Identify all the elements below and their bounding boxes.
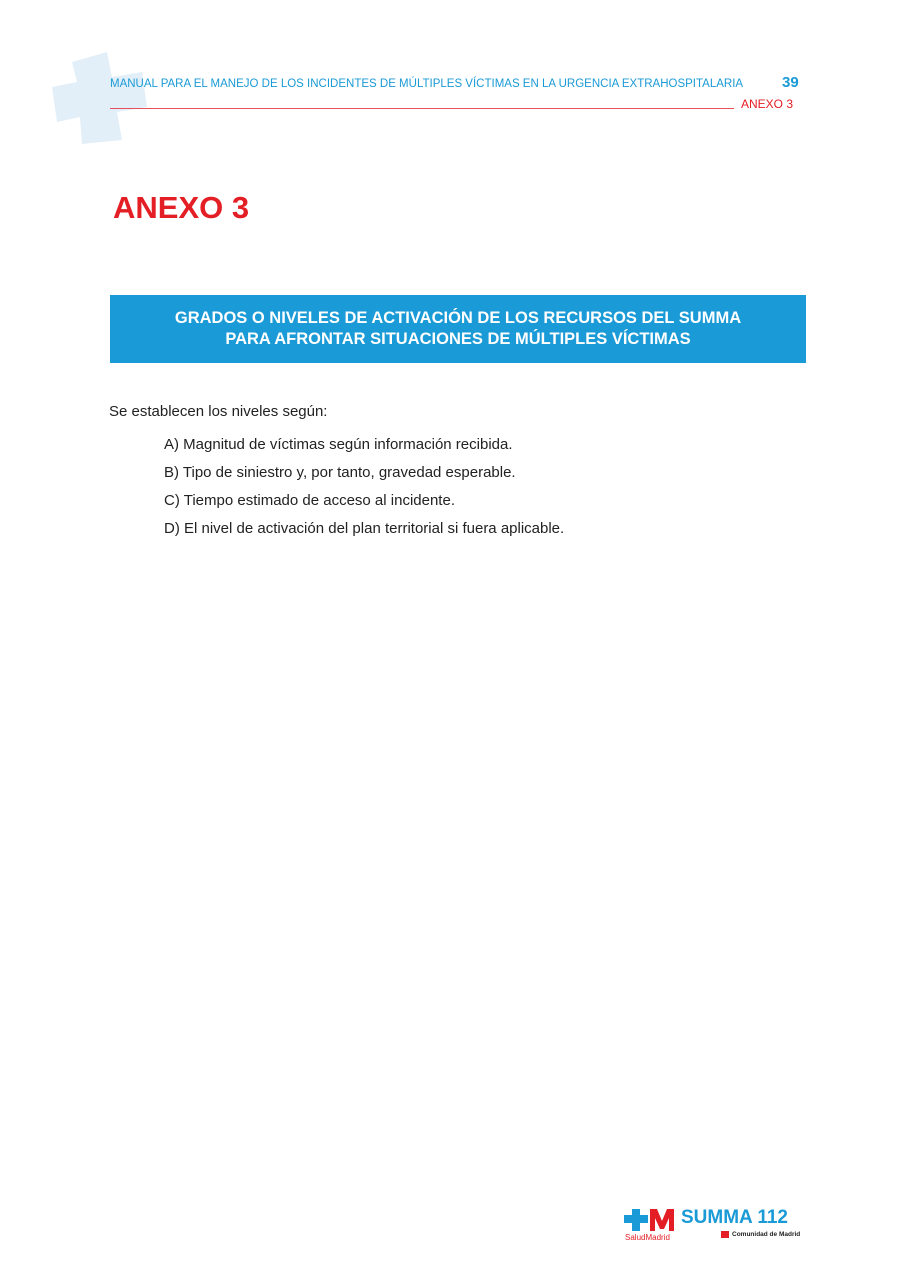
list-item: B) Tipo de siniestro y, por tanto, gravedad esperable.: [164, 464, 516, 481]
header-section: ANEXO 3: [741, 97, 794, 111]
salud-madrid-logo-icon: [622, 1207, 678, 1233]
section-banner: [110, 295, 806, 363]
banner-line-1: GRADOS O NIVELES DE ACTIVACIÓN DE LOS RECURSOS DEL SUMMA: [174, 309, 742, 327]
comunidad-label: Comunidad de Madrid: [732, 1231, 801, 1238]
intro-text: Se establecen los niveles según:: [109, 403, 328, 420]
header-divider: [110, 108, 734, 109]
list-item: C) Tiempo estimado de acceso al incidente.: [164, 492, 455, 509]
cross-decoration-icon: [52, 52, 152, 144]
criteria-list: [164, 431, 564, 543]
list-item: A) Magnitud de víctimas según información recibida.: [164, 436, 513, 453]
comunidad-madrid-logo: [721, 1231, 800, 1238]
running-header: MANUAL PARA EL MANEJO DE LOS INCIDENTES DE MÚLTIPLES VÍCTIMAS EN LA URGENCIA EXTRAHOSPITALARIA: [110, 78, 744, 90]
page-title: ANEXO 3: [113, 190, 250, 225]
salud-madrid-label: SaludMadrid: [625, 1233, 670, 1242]
list-item: D) El nivel de activación del plan territorial si fuera aplicable.: [164, 520, 565, 537]
summa-brand: SUMMA 112: [681, 1207, 788, 1228]
banner-line-2: PARA AFRONTAR SITUACIONES DE MÚLTIPLES VÍCTIMAS: [225, 330, 691, 348]
comunidad-flag-icon: [721, 1231, 729, 1238]
page-number: 39: [782, 74, 799, 91]
